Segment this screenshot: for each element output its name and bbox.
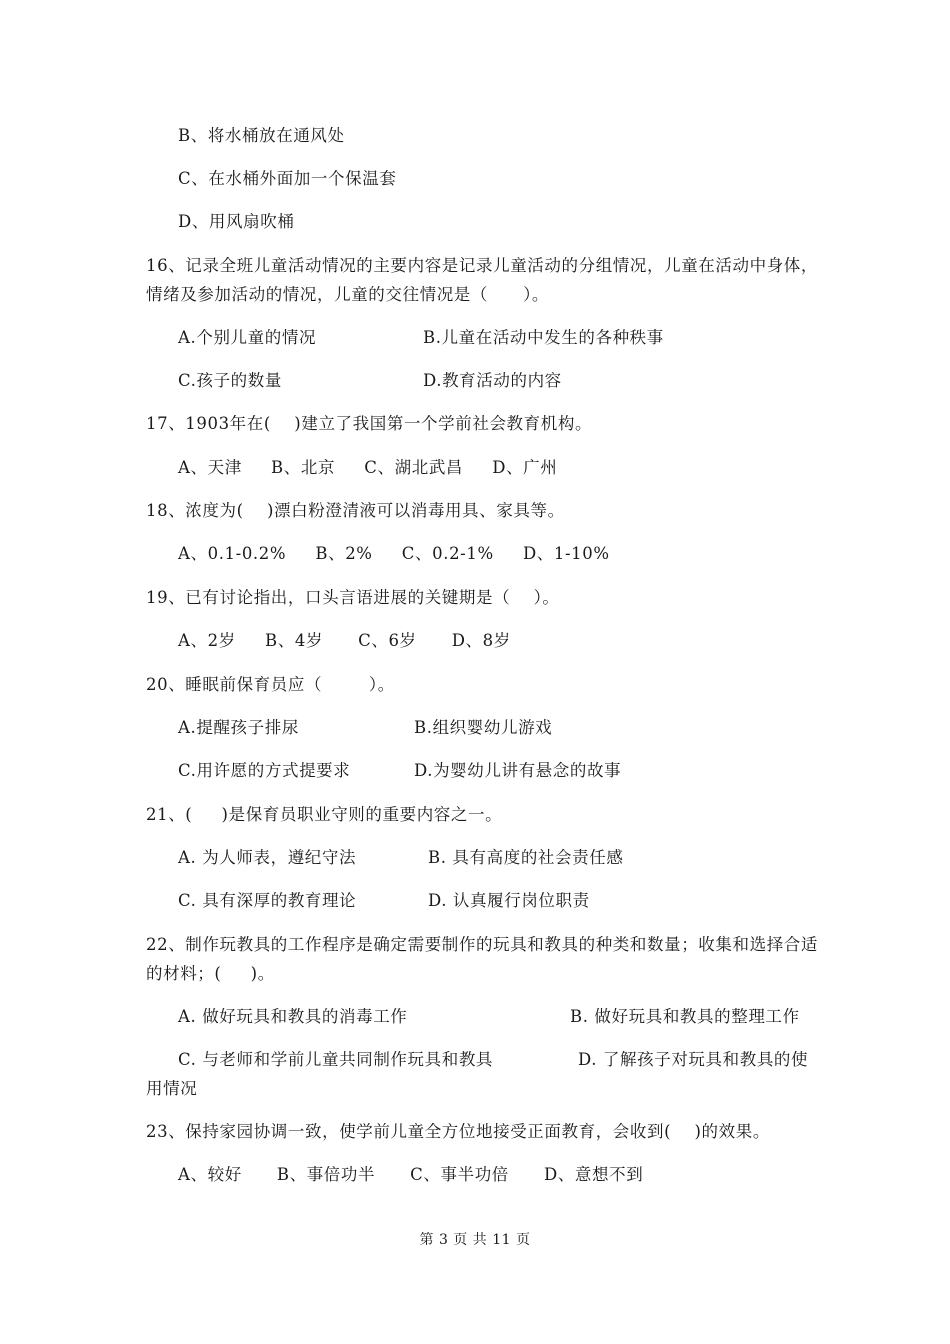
question-17-stem: 17、1903年在( )建立了我国第一个学前社会教育机构。 <box>146 414 593 433</box>
question-20-option-c: C.用许愿的方式提要求 <box>178 761 351 780</box>
question-22-option-b: B. 做好玩具和教具的整理工作 <box>570 1007 800 1026</box>
question-18-options: A、0.1-0.2% B、2% C、0.2-1% D、1-10% <box>178 544 610 563</box>
question-16-option-d: D.教育活动的内容 <box>423 371 562 390</box>
page-footer: 第 3 页 共 11 页 <box>419 1232 531 1248</box>
question-17-options: A、天津 B、北京 C、湖北武昌 D、广州 <box>178 458 558 477</box>
question-20-option-d: D.为婴幼儿讲有悬念的故事 <box>414 761 622 780</box>
question-23-options: A、较好 B、事倍功半 C、事半功倍 D、意想不到 <box>178 1165 644 1184</box>
question-22-option-a: A. 做好玩具和教具的消毒工作 <box>178 1007 408 1026</box>
question-22-stem-line1: 22、制作玩教具的工作程序是确定需要制作的玩具和教具的种类和数量；收集和选择合适 <box>146 935 818 954</box>
question-21-option-d: D. 认真履行岗位职责 <box>428 891 590 910</box>
question-16-stem-line1: 16、记录全班儿童活动情况的主要内容是记录儿童活动的分组情况，儿童在活动中身体， <box>146 256 818 275</box>
option-d: D、用风扇吹桶 <box>178 212 295 231</box>
question-16-option-b: B.儿童在活动中发生的各种秩事 <box>423 328 664 347</box>
question-18-stem: 18、浓度为( )漂白粉澄清液可以消毒用具、家具等。 <box>146 501 565 520</box>
option-b: B、将水桶放在通风处 <box>178 126 345 145</box>
question-20-option-a: A.提醒孩子排尿 <box>178 718 299 737</box>
question-21-option-a: A. 为人师表，遵纪守法 <box>178 848 357 867</box>
question-21-stem: 21、( )是保育员职业守则的重要内容之一。 <box>146 805 503 824</box>
question-21-option-c: C. 具有深厚的教育理论 <box>178 891 357 910</box>
question-22-option-d-continued: 用情况 <box>146 1079 198 1098</box>
question-20-stem: 20、睡眠前保育员应（ ）。 <box>146 675 395 694</box>
question-23-stem: 23、保持家园协调一致，使学前儿童全方位地接受正面教育，会收到( )的效果。 <box>146 1122 770 1141</box>
option-c: C、在水桶外面加一个保温套 <box>178 169 397 188</box>
question-19-stem: 19、已有讨论指出，口头言语进展的关键期是（ ）。 <box>146 588 560 607</box>
question-22-option-d: D. 了解孩子对玩具和教具的使 <box>578 1050 809 1069</box>
question-19-options: A、2岁 B、4岁 C、6岁 D、8岁 <box>178 631 511 650</box>
question-20-option-b: B.组织婴幼儿游戏 <box>414 718 553 737</box>
question-22-stem-line2: 的材料；( )。 <box>146 964 275 983</box>
question-16-stem-line2: 情绪及参加活动的情况，儿童的交往情况是（ ）。 <box>146 285 550 304</box>
question-16-option-a: A.个别儿童的情况 <box>178 328 317 347</box>
question-16-option-c: C.孩子的数量 <box>178 371 282 390</box>
question-22-option-c: C. 与老师和学前儿童共同制作玩具和教具 <box>178 1050 494 1069</box>
question-21-option-b: B. 具有高度的社会责任感 <box>428 848 624 867</box>
